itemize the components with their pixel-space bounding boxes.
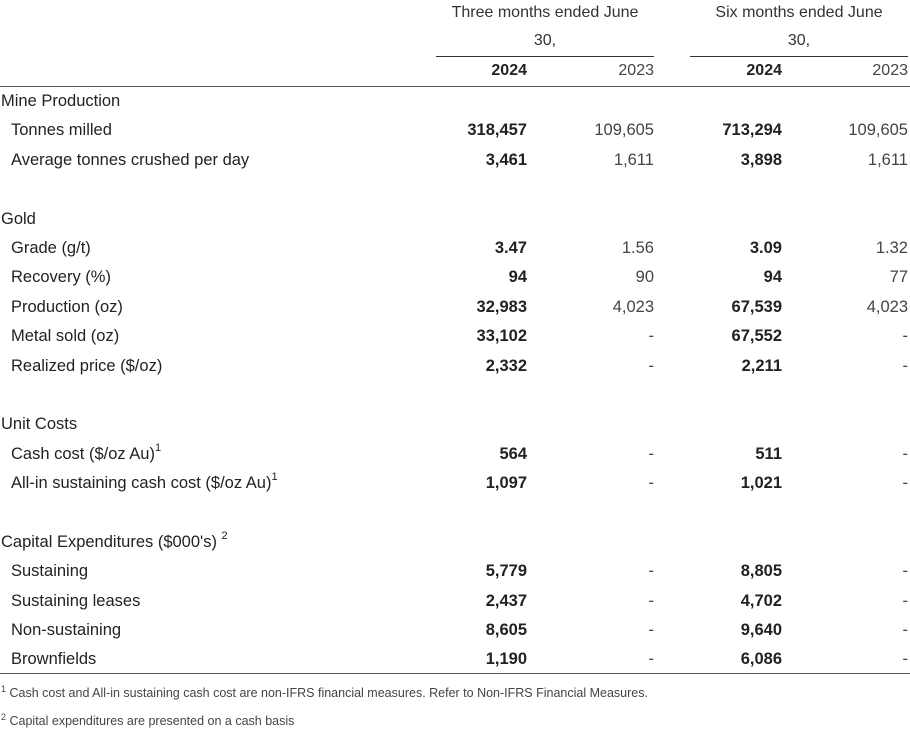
table-cell: 1,190 [485,650,527,669]
row-label-text: All-in sustaining cash cost ($/oz Au) [11,474,272,493]
table-cell: 1,097 [485,474,527,493]
table-row [0,557,910,586]
table-cell: 4,023 [612,297,654,316]
table-cell: 5,779 [485,562,527,581]
table-cell: 32,983 [476,297,527,316]
table-cell: 3.47 [494,238,527,257]
table-cell: - [902,327,908,346]
section-label [1,529,228,552]
table-cell: 511 [755,444,782,463]
col-header-q2-2023: 2023 [618,62,654,79]
six-months-header-line1: Six months ended June [715,4,883,21]
row-label [11,621,121,640]
table-cell: - [648,327,654,346]
table-cell: 3,461 [485,150,527,169]
table-cell: 1,021 [740,474,782,493]
table-cell: 90 [635,268,654,287]
footnote-2-text: Capital expenditures are presented on a cash basis [6,714,295,728]
table-cell: 94 [763,268,782,287]
section-row [0,87,910,116]
footnote-marker: 1 [271,471,278,484]
table-row [0,146,910,175]
table-cell: 1,611 [613,150,654,169]
table-cell: - [648,621,654,640]
section-row [0,528,910,557]
table-cell: - [902,356,908,375]
section-label [1,415,77,434]
footnote-marker: 2 [221,529,228,542]
row-label [11,357,162,376]
row-label-text: Brownfields [11,650,97,669]
table-cell: - [648,356,654,375]
row-label-text: Sustaining [11,562,89,581]
row-label [11,471,278,493]
row-label-text: Unit Costs [1,415,78,434]
row-label [11,298,123,317]
table-cell: 2,437 [485,591,527,610]
table-cell: 8,805 [740,562,782,581]
row-label [11,121,112,140]
table-row [0,440,910,469]
three-months-underline [436,56,654,57]
footnote-2-mark: 2 [1,712,7,722]
row-label-text: Production (oz) [11,297,123,316]
table-cell: - [902,444,908,463]
table-cell: 67,539 [731,297,782,316]
table-row [0,322,910,351]
table-cell: 4,023 [866,297,908,316]
spacer-row [0,381,910,410]
table-cell: 4,702 [740,591,782,610]
col-header-h1-2024: 2024 [746,62,782,79]
table-cell: 33,102 [476,327,527,346]
table-row [0,352,910,381]
section-label [1,210,36,229]
table-row [0,469,910,498]
table-cell: 1.32 [875,238,908,257]
table-row [0,234,910,263]
row-label-text: Average tonnes crushed per day [11,150,250,169]
row-label [11,562,88,581]
row-label-text: Metal sold (oz) [11,327,120,346]
table-cell: 564 [499,444,527,463]
table-cell: 2,211 [741,356,782,375]
table-cell: - [648,444,654,463]
table-row [0,587,910,616]
table-bottom-rule [0,673,910,674]
footnote-2 [1,714,294,728]
table-cell: - [648,591,654,610]
table-cell: 3.09 [749,238,782,257]
table-cell: - [648,650,654,669]
table-body [0,87,910,675]
table-cell: - [648,474,654,493]
row-label-text: Sustaining leases [11,591,141,610]
section-row [0,205,910,234]
three-months-header-line1: Three months ended June [451,4,639,21]
row-label-text: Grade (g/t) [11,238,91,257]
col-header-q2-2024: 2024 [491,62,527,79]
table-cell: 1.56 [621,238,654,257]
table-cell: 67,552 [731,327,782,346]
footnote-1-text: Cash cost and All-in sustaining cash cost are non-IFRS financial measures. Refer to Non-IFRS Financial Measures. [6,686,648,700]
footnote-1 [1,686,648,700]
table-cell: 94 [508,268,527,287]
table-cell: - [902,562,908,581]
six-months-header-line2: 30, [787,32,811,49]
table-cell: 6,086 [740,650,782,669]
row-label-text: Gold [1,209,36,228]
table-row [0,263,910,292]
row-label [11,592,140,611]
row-label [11,327,119,346]
table-row [0,116,910,145]
row-label-text: Non-sustaining [11,621,122,640]
section-label [1,92,120,111]
section-row [0,410,910,439]
row-label [11,441,162,464]
row-label-text: Capital Expenditures ($000's) [1,532,222,551]
three-months-header-line2: 30, [533,32,557,49]
row-label [11,239,91,258]
footnote-1-mark: 1 [1,684,7,694]
table-row [0,616,910,645]
spacer-row [0,175,910,204]
row-label [11,268,111,287]
table-cell: 3,898 [740,150,782,169]
row-label [11,151,249,170]
row-label [11,650,96,669]
footnote-marker: 1 [154,441,162,454]
table-cell: 109,605 [594,121,654,140]
table-cell: 318,457 [467,121,527,140]
table-cell: 713,294 [722,121,782,140]
six-months-underline [690,56,908,57]
spacer-row [0,498,910,527]
table-row [0,645,910,674]
table-cell: - [902,650,908,669]
row-label-text: Mine Production [1,92,121,110]
table-cell: 109,605 [848,121,908,140]
table-cell: 77 [889,268,908,287]
table-cell: - [902,591,908,610]
table-cell: 9,640 [740,621,782,640]
row-label-text: Cash cost ($/oz Au) [11,444,155,463]
table-row [0,293,910,322]
row-label-text: Realized price ($/oz) [11,356,163,375]
table-cell: 2,332 [485,356,527,375]
table-cell: 1,611 [867,150,908,169]
row-label-text: Recovery (%) [11,268,111,287]
table-cell: - [902,474,908,493]
col-header-h1-2023: 2023 [872,62,908,79]
row-label-text: Tonnes milled [11,121,112,140]
table-cell: - [902,621,908,640]
table-cell: 8,605 [485,621,527,640]
table-cell: - [648,562,654,581]
